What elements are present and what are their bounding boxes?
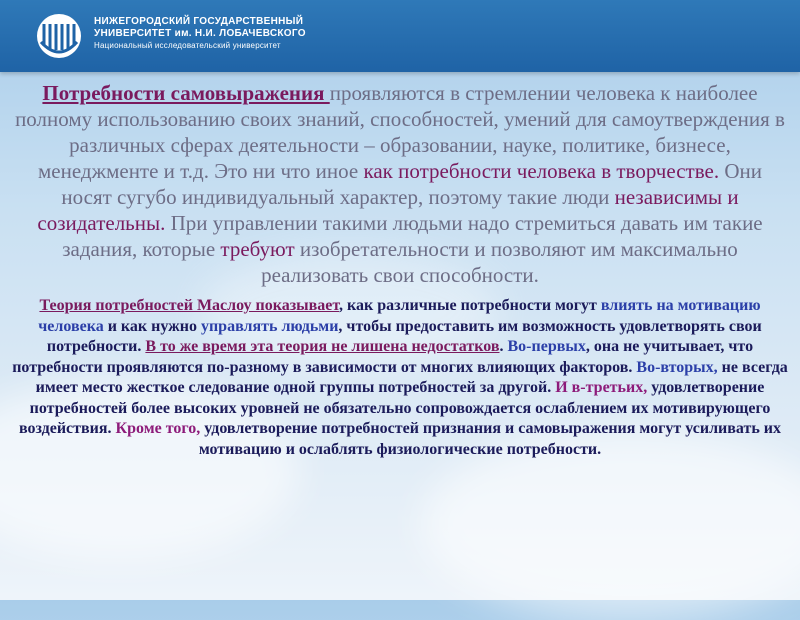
term-self-expression: Потребности самовыражения <box>42 81 330 105</box>
highlight-fragment: требуют <box>220 237 295 261</box>
highlight-fragment: влиять на мотивацию человека <box>38 297 761 335</box>
header-bar <box>0 0 800 72</box>
text-fragment: удовлетворение потребностей более высоких уровней не обязательно сопровождается ослаблением их мотивирующего воздействия. <box>18 379 771 437</box>
term-maslow-theory: Теория потребностей Маслоу показывает <box>39 297 340 314</box>
highlight-fragment: управлять людьми <box>200 317 339 335</box>
highlight-fragment: Во-первых <box>507 338 586 355</box>
text-fragment: не всегда имеет место жесткое следование одной группы потребностей за другой. <box>35 358 788 396</box>
text-fragment: Они носят сугубо индивидуальный характер, поэтому такие люди <box>61 159 762 209</box>
text-fragment: , чтобы предоставить им возможность удовлетворять свои потребности. <box>46 317 762 355</box>
text-fragment: удовлетворение потребностей признания и самовыражения могут усиливать их мотивацию и ослаблять физиологические потребности. <box>198 420 782 458</box>
paragraph-maslow-theory <box>8 296 792 460</box>
university-name-line1: НИЖЕГОРОДСКИЙ ГОСУДАРСТВЕННЫЙ <box>94 16 304 27</box>
highlight-fragment: Во-вторых, <box>636 358 718 376</box>
text-fragment: и как нужно <box>103 317 201 335</box>
text-fragment: проявляются в стремлении человека к наиболее полному использованию своих знаний, способностей, умений для самоутверждения в различных сферах деятельности – образовании, науке, политике, бизнесе, менеджменте и т.д. Это ни что иное <box>15 81 785 183</box>
university-name-line2: УНИВЕРСИТЕТ им. Н.И. ЛОБАЧЕВСКОГО <box>94 28 306 39</box>
highlight-fragment: как потребности человека в творчестве. <box>363 159 720 183</box>
university-name <box>94 16 306 52</box>
text-fragment: . <box>499 338 508 355</box>
text-fragment: , как различные потребности могут <box>339 297 601 314</box>
paragraph-self-expression <box>8 80 792 288</box>
text-fragment: При управлении такими людьми надо стремиться давать им такие задания, которые <box>62 211 763 261</box>
highlight-fragment: И в-третьих, <box>555 379 648 396</box>
highlight-fragment: независимы и созидательны. <box>37 185 739 235</box>
university-logo-icon <box>34 12 84 60</box>
text-fragment: изобретательности и позволяют им максимально реализовать свои способности. <box>261 237 738 287</box>
highlight-fragment: Кроме того, <box>115 420 201 437</box>
university-subtitle: Национальный исследовательский университет <box>94 41 281 50</box>
term-theory-drawbacks: В то же время эта теория не лишена недостатков <box>145 338 500 355</box>
text-fragment: , она не учитывает, что потребности проявляются по-разному в зависимости от многих влияющих факторов. <box>12 338 754 376</box>
slide-content <box>8 80 792 460</box>
